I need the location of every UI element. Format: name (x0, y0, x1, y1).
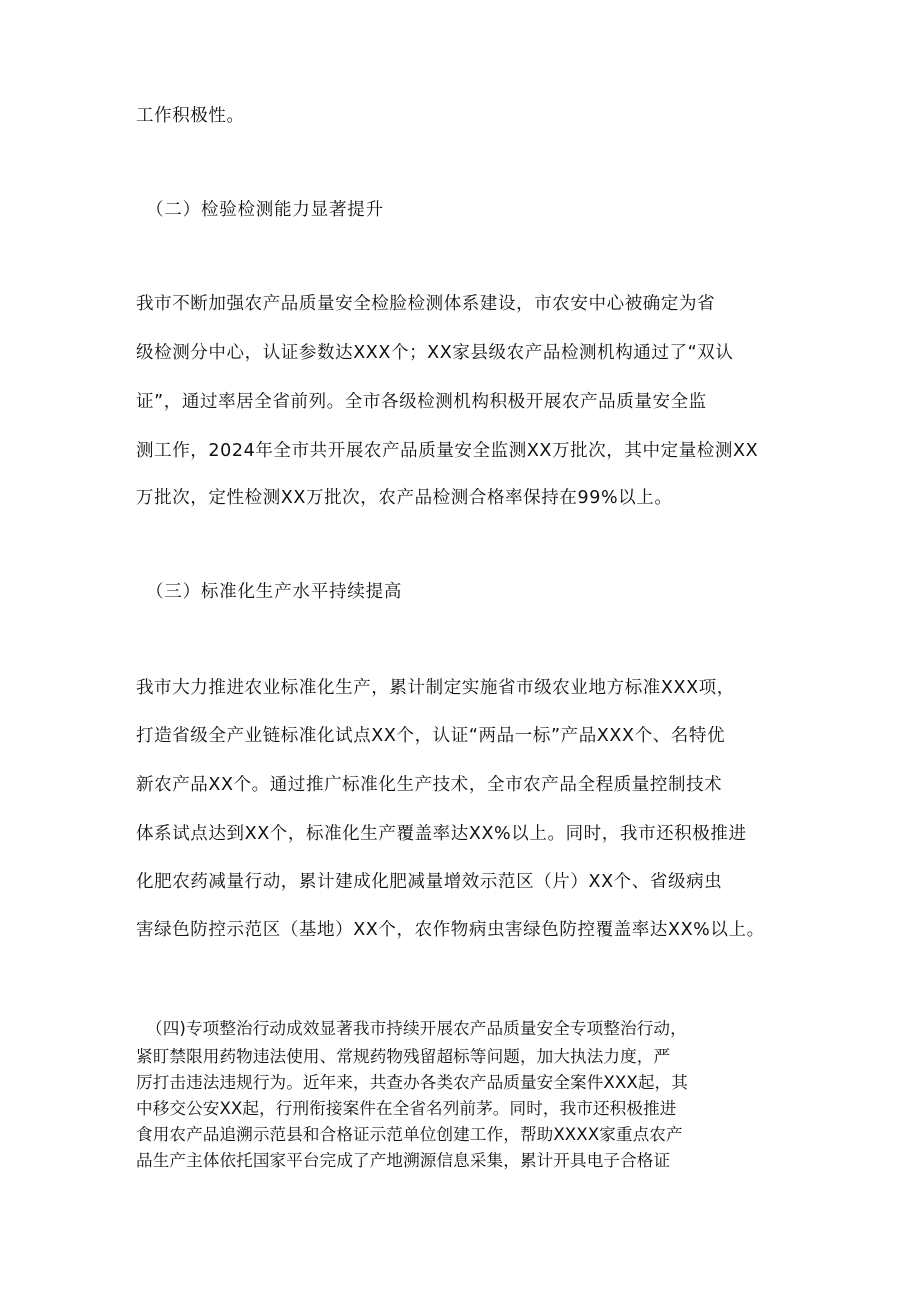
section-heading-3: （三）标准化生产水平持续提高 (146, 582, 403, 602)
section-3-line-1: 我市大力推进农业标准化生产，累计制定实施省市级农业地方标准XXX项， (136, 678, 735, 698)
section-4-line-5: 食用农产品追溯示范县和合格证示范单位创建工作，帮助XXXX家重点农产 (136, 1125, 683, 1144)
section-heading-2: （二）检验检测能力显著提升 (146, 200, 384, 220)
section-2-line-1: 我市不断加强农产品质量安全检脸检测体系建设，市农安中心被确定为省 (136, 294, 716, 314)
section-2-line-5: 万批次，定性检测XX万批次，农产品检测合格率保持在99%以上。 (136, 488, 673, 508)
section-4-line-1: （四)专项整治行动成效显著我市持续开展农产品质量安全专项整治行动， (146, 1019, 687, 1038)
section-2-line-3: 证”，通过率居全省前列。全市各级检测机构积极开展农产品质量安全监 (136, 392, 707, 412)
section-3-line-5: 化肥农药减量行动，累计建成化肥减量增效示范区（片）XX个、省级病虫 (136, 872, 723, 892)
section-3-line-2: 打造省级全产业链标准化试点XX个，认证“两品一标”产品XXX个、名特优 (136, 726, 726, 746)
section-4-line-2: 紧盯禁限用药物违法使用、常规药物残留超标等问题，加大执法力度，严 (136, 1047, 671, 1066)
section-2-line-4: 测工作，2024年全市共开展农产品质量安全监测XX万批次，其中定量检测XX (136, 441, 759, 461)
paragraph-fragment: 工作积极性。 (136, 106, 245, 126)
section-3-line-6: 害绿色防控示范区（基地）XX个，农作物病虫害绿色防控覆盖率达XX%以上。 (136, 920, 765, 940)
section-4-line-4: 中移交公安XX起，行刑衔接案件在全省名列前茅。同时，我市还积极推进 (136, 1099, 677, 1118)
section-3-line-3: 新农产品XX个。通过推广标准化生产技术，全市农产品全程质量控制技术 (136, 775, 723, 795)
section-2-line-2: 级检测分中心，认证参数达XXX个；XX家县级农产品检测机构通过了“双认 (136, 343, 734, 363)
section-3-line-4: 体系试点达到XX个，标准化生产覆盖率达XX%以上。同时，我市还积极推进 (136, 824, 747, 844)
section-4-line-6: 品生产主体依托国家平台完成了产地溯源信息采集，累计开具电子合格证 (136, 1151, 671, 1170)
section-4-line-3: 厉打击违法违规行为。近年来，共查办各类农产品质量安全案件XXX起，其 (136, 1073, 688, 1092)
